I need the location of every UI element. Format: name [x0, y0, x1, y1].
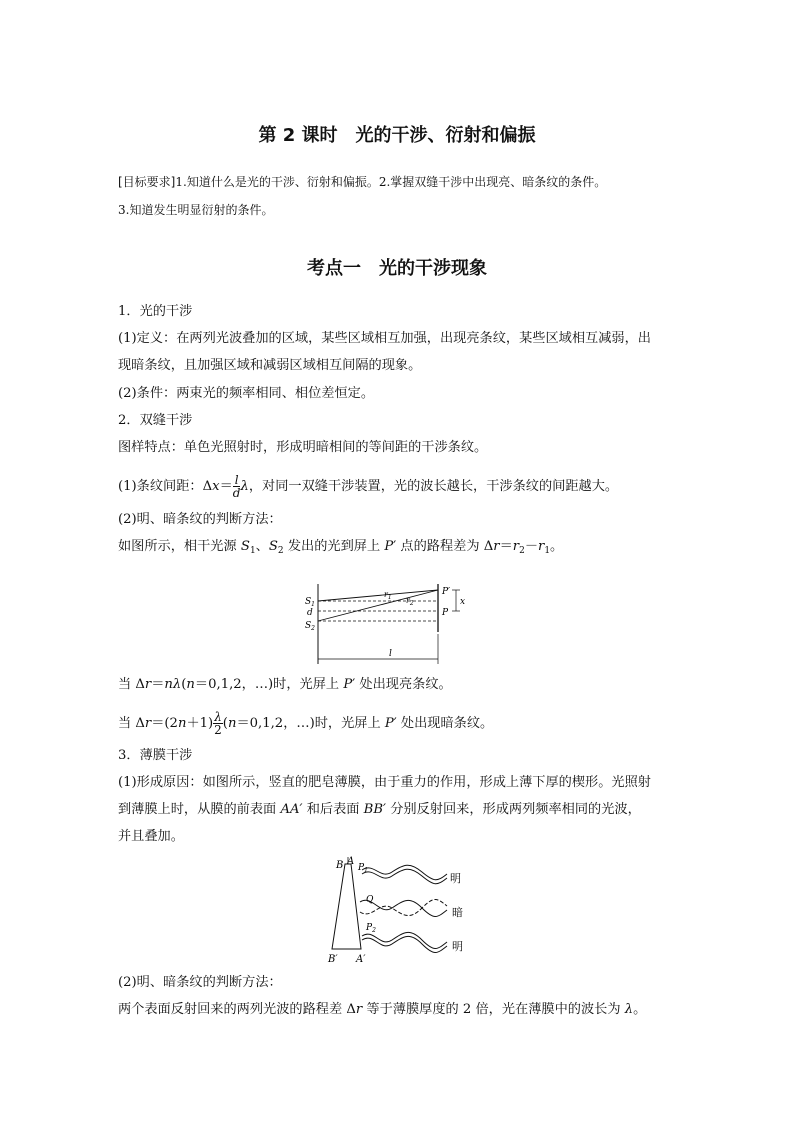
label-r2: $r_2$: [406, 596, 414, 607]
condition-line: (2)条件：两束光的频率相同、相位差恒定。: [118, 386, 375, 401]
bright-fringe-condition: 当 Δr＝nλ(n＝0,1,2，…)时，光屏上 P′ 处出现亮条纹。: [118, 677, 452, 692]
fringe-spacing-line: (1)条纹间距：Δx＝ $\frac{l}{d}$ λ，对同一双缝干涉装置，光的波长越长，干涉条纹的间距越大。: [118, 473, 619, 500]
heading-double-slit: 2．双缝干涉: [118, 413, 193, 428]
section-title: 考点一 光的干涉现象: [307, 258, 487, 279]
cause-line-1: (1)形成原因：如图所示，竖直的肥皂薄膜，由于重力的作用，形成上薄下厚的楔形。光照射: [118, 775, 651, 790]
label-a-prime: A′: [356, 954, 366, 965]
thin-film-diagram: [322, 854, 472, 966]
objectives-line-1: [目标要求]1.知道什么是光的干涉、衍射和偏振。2.掌握双缝干涉中出现亮、暗条纹的条件。: [118, 175, 607, 189]
heading-interference: 1．光的干涉: [118, 304, 193, 319]
method-heading-2: (2)明、暗条纹的判断方法：: [118, 975, 282, 990]
cause-line-3: 并且叠加。: [118, 829, 184, 844]
label-x: x: [460, 597, 466, 607]
definition-line-2: 现暗条纹，且加强区域和减弱区域相互间隔的现象。: [118, 358, 422, 373]
label-s2: $S_2$: [305, 621, 315, 632]
fraction-l-over-d: $\frac{l}{d}$: [232, 473, 241, 500]
double-slit-diagram: [305, 584, 468, 668]
lesson-title: 第 2 课时 光的干涉、衍射和偏振: [258, 125, 536, 146]
label-b-prime: B′: [328, 954, 338, 965]
pattern-feature: 图样特点：单色光照射时，形成明暗相间的等间距的干涉条纹。: [118, 440, 488, 455]
definition-line-1: (1)定义：在两列光波叠加的区域，某些区域相互加强，出现亮条纹，某些区域相互减弱，出: [118, 331, 651, 346]
objectives-tag: [目标要求]: [118, 175, 176, 189]
label-p1: $P_1$: [358, 863, 368, 874]
method-heading-1: (2)明、暗条纹的判断方法：: [118, 512, 282, 527]
label-a: A: [347, 856, 355, 867]
thin-film-rule: 两个表面反射回来的两列光波的路程差 Δr 等于薄膜厚度的 2 倍，光在薄膜中的波长为 λ。: [118, 1002, 647, 1017]
label-d: d: [307, 608, 313, 618]
path-difference-line: 如图所示，相干光源 $S_1$、$S_2$ 发出的光到屏上 P′ 点的路程差为 $\Delta r=r_2-r_1$。: [118, 539, 564, 556]
label-bright-2: 明: [452, 940, 463, 953]
objectives-line-2: 3.知道发生明显衍射的条件。: [118, 203, 274, 217]
label-b: B: [336, 860, 344, 871]
label-p: P: [442, 608, 449, 618]
heading-thin-film: 3．薄膜干涉: [118, 748, 193, 763]
dark-fringe-condition: 当 Δr＝(2n＋1) $\frac{\lambda}{2}$ (n＝0,1,2，…)时，光屏上 P′ 处出现暗条纹。: [118, 710, 494, 737]
label-s1: $S_1$: [305, 597, 315, 608]
label-p-prime: P′: [442, 587, 451, 597]
label-dark: 暗: [452, 906, 463, 919]
label-l: l: [389, 649, 392, 659]
label-r1: $r_1$: [384, 590, 392, 601]
fraction-lambda-over-2: $\frac{\lambda}{2}$: [214, 710, 222, 737]
label-bright-1: 明: [450, 872, 461, 885]
cause-line-2: 到薄膜上时，从膜的前表面 AA′ 和后表面 BB′ 分别反射回来，形成两列频率相同的光波，: [118, 802, 641, 817]
label-p2: $P_2$: [366, 923, 376, 934]
label-q: Q: [366, 895, 374, 905]
